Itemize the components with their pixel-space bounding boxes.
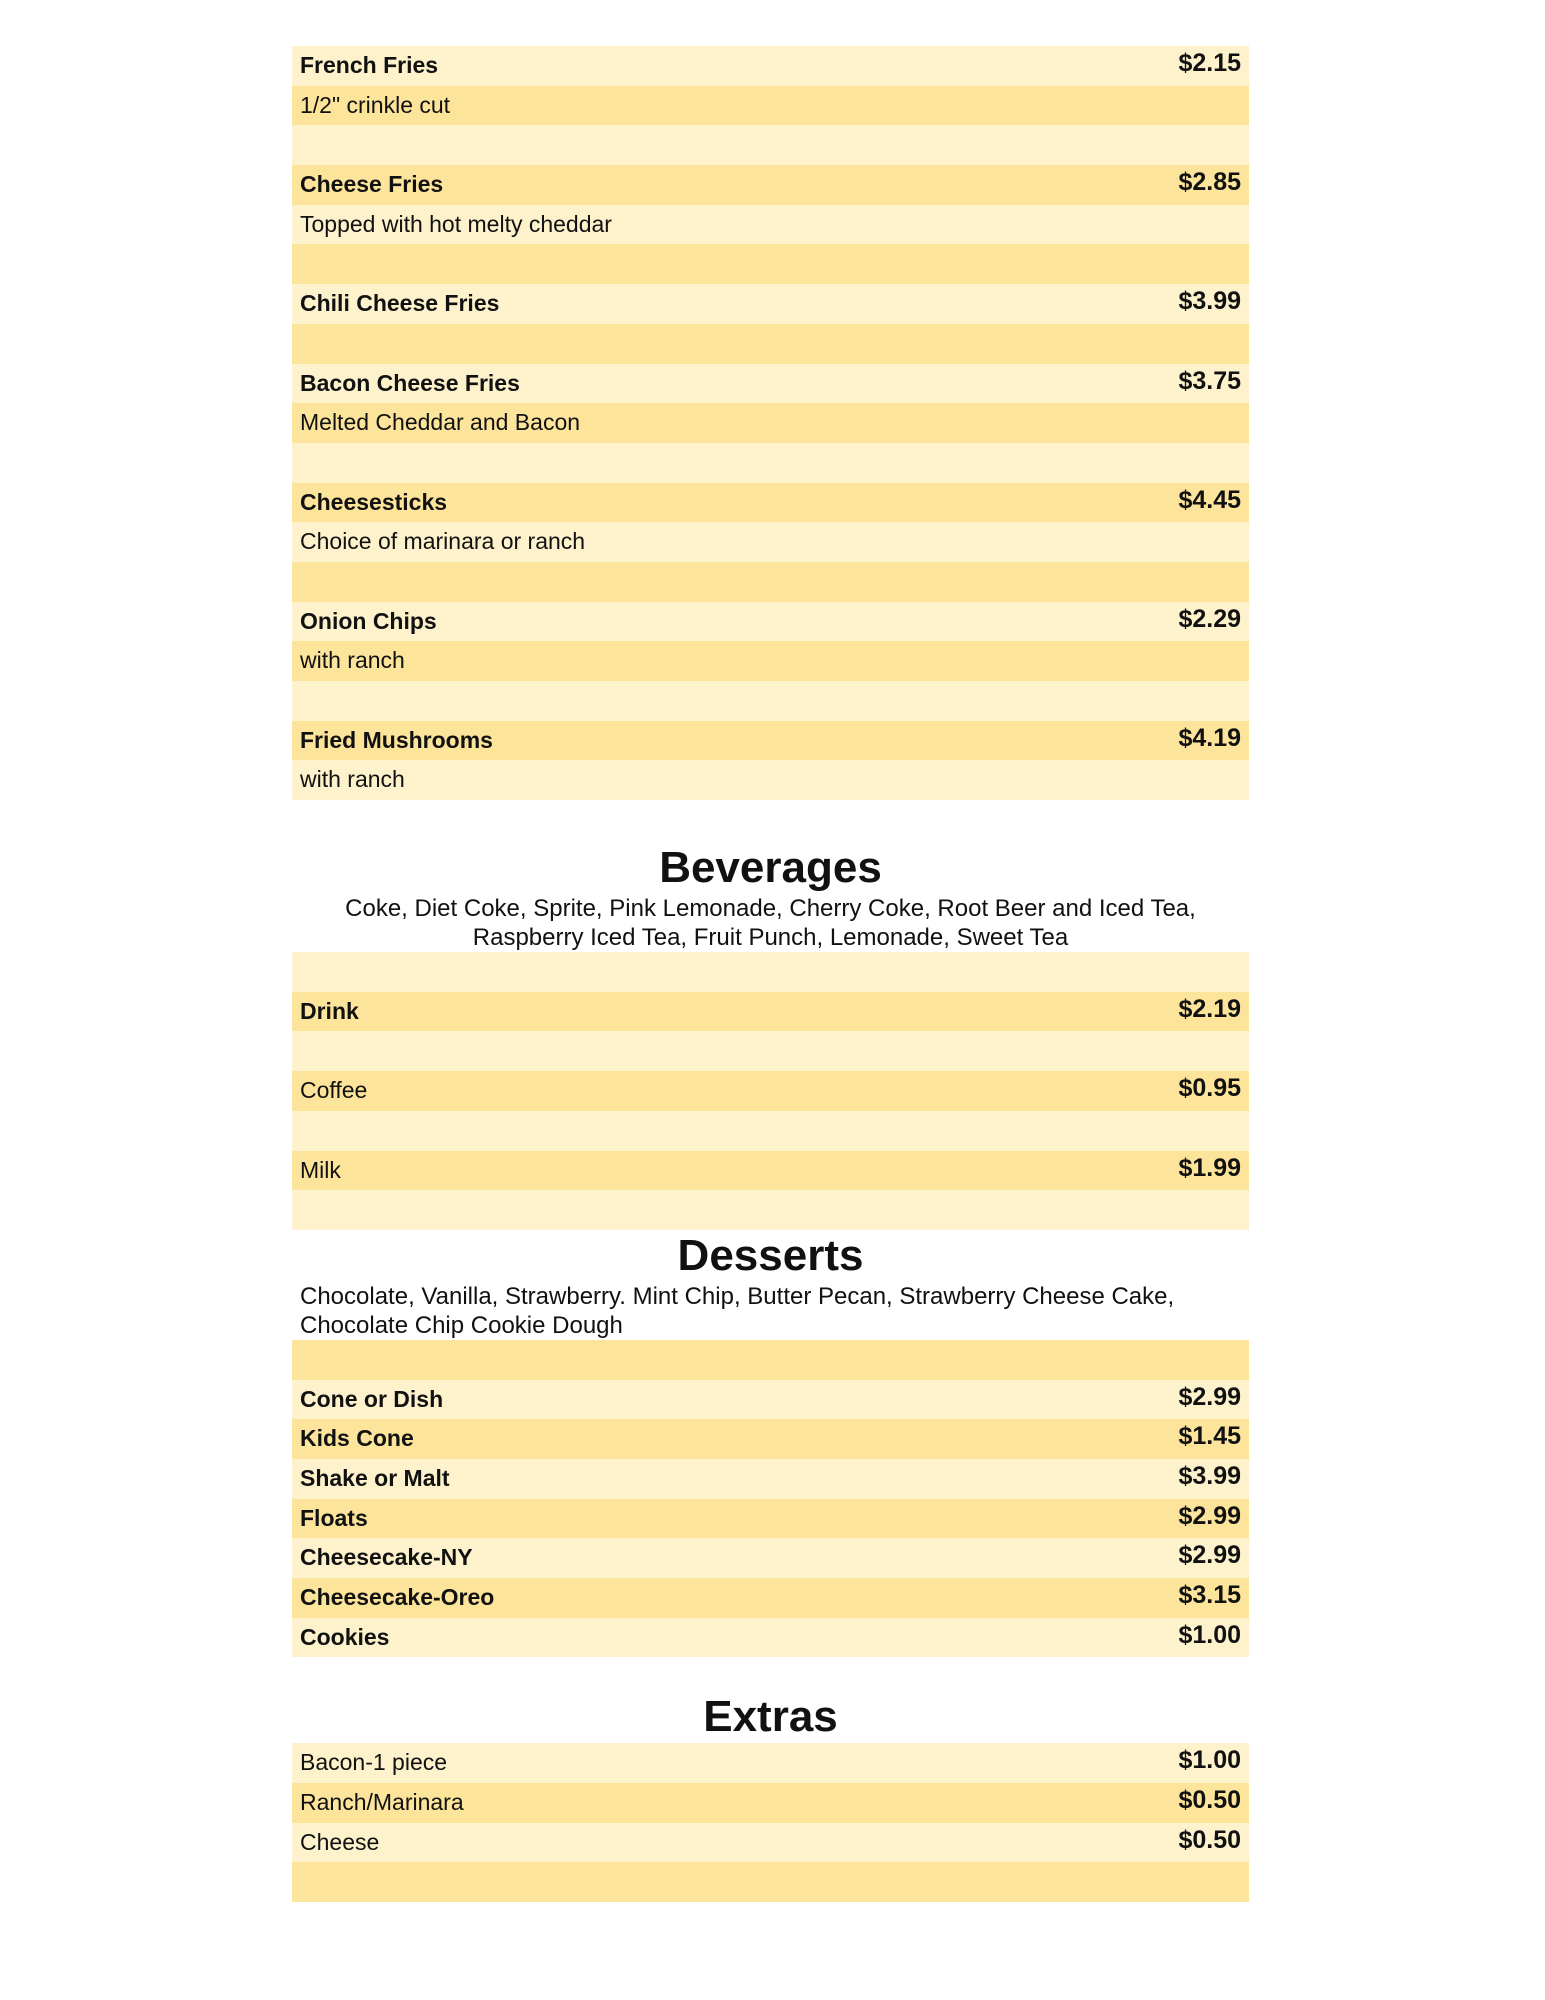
menu-item-row	[292, 46, 1249, 86]
item-description-row	[292, 760, 1249, 800]
item-name: Cone or Dish	[300, 1385, 444, 1412]
item-name: French Fries	[300, 52, 439, 78]
beverages-section	[292, 842, 1249, 1230]
menu-item-row	[292, 992, 1249, 1032]
item-name: Cheese	[300, 1828, 380, 1855]
item-description-row	[292, 641, 1249, 681]
spacer-row	[292, 1340, 1249, 1380]
item-price: $2.99	[1178, 1501, 1241, 1530]
spacer-row	[292, 1111, 1249, 1151]
item-price: $4.45	[1178, 485, 1241, 514]
spacer-row	[292, 681, 1249, 721]
menu-item-row	[292, 1499, 1249, 1539]
item-price: $4.19	[1178, 723, 1241, 752]
section-description-line: Chocolate, Vanilla, Strawberry. Mint Chip, Butter Pecan, Strawberry Cheese Cake,	[292, 1282, 1249, 1311]
section-gap	[292, 800, 1249, 842]
item-name: Cheesecake-NY	[300, 1544, 473, 1571]
spacer-row	[292, 443, 1249, 483]
item-name: Kids Cone	[300, 1425, 414, 1452]
item-price: $3.99	[1178, 287, 1241, 316]
section-description-line: Coke, Diet Coke, Sprite, Pink Lemonade, Cherry Coke, Root Beer and Iced Tea,	[292, 894, 1249, 923]
menu-item-row	[292, 1743, 1249, 1783]
spacer-row	[292, 1031, 1249, 1071]
section-description-line: Raspberry Iced Tea, Fruit Punch, Lemonade, Sweet Tea	[292, 923, 1249, 952]
item-price: $2.19	[1178, 994, 1241, 1023]
item-name: Floats	[300, 1504, 368, 1531]
item-description: with ranch	[300, 766, 405, 793]
item-name: Cheese Fries	[300, 171, 444, 198]
spacer-row	[292, 125, 1249, 165]
section-title: Beverages	[292, 842, 1249, 894]
item-price: $1.00	[1178, 1746, 1241, 1775]
item-name: Bacon-1 piece	[300, 1749, 448, 1776]
item-name: Bacon Cheese Fries	[300, 369, 520, 396]
spacer-row	[292, 1862, 1249, 1902]
extras-section	[292, 1691, 1249, 1902]
item-name: Shake or Malt	[300, 1464, 450, 1491]
menu-item-row	[292, 1578, 1249, 1618]
menu-item-row	[292, 721, 1249, 761]
menu-item-row	[292, 364, 1249, 404]
spacer-row	[292, 952, 1249, 992]
item-price: $2.99	[1178, 1382, 1241, 1411]
section-description-line: Chocolate Chip Cookie Dough	[292, 1311, 1249, 1340]
menu-item-row	[292, 1071, 1249, 1111]
item-name: Cheesesticks	[300, 488, 448, 515]
item-price: $2.85	[1178, 168, 1241, 197]
item-name: Coffee	[300, 1077, 368, 1104]
item-price: $3.99	[1178, 1461, 1241, 1490]
item-description: Melted Cheddar and Bacon	[300, 409, 581, 436]
menu-item-row	[292, 602, 1249, 642]
menu-item-row	[292, 483, 1249, 523]
item-name: Chili Cheese Fries	[300, 290, 500, 317]
item-description-row	[292, 522, 1249, 562]
item-price: $0.50	[1178, 1825, 1241, 1854]
spacer-row	[292, 324, 1249, 364]
section-title: Desserts	[292, 1230, 1249, 1282]
item-description: Choice of marinara or ranch	[300, 528, 586, 555]
menu-item-row	[292, 1380, 1249, 1420]
item-name: Onion Chips	[300, 607, 437, 634]
section-title: Extras	[292, 1691, 1249, 1743]
item-price: $1.99	[1178, 1153, 1241, 1182]
menu-item-row	[292, 1419, 1249, 1459]
menu-item-row	[292, 1459, 1249, 1499]
section-gap	[292, 1657, 1249, 1691]
spacer-row	[292, 244, 1249, 284]
item-price: $0.50	[1178, 1786, 1241, 1815]
item-description-row	[292, 86, 1249, 126]
item-name: Cookies	[300, 1623, 390, 1650]
item-price: $3.75	[1178, 366, 1241, 395]
item-price: $2.29	[1178, 604, 1241, 633]
item-name: Cheesecake-Oreo	[300, 1584, 495, 1610]
menu-item-row	[292, 284, 1249, 324]
menu-item-row	[292, 1823, 1249, 1863]
item-description: Topped with hot melty cheddar	[300, 210, 612, 237]
item-price: $2.99	[1178, 1541, 1241, 1570]
item-name: Drink	[300, 997, 359, 1024]
menu-item-row	[292, 1618, 1249, 1658]
menu-item-row	[292, 165, 1249, 205]
menu-item-row	[292, 1538, 1249, 1578]
item-name: Fried Mushrooms	[300, 726, 493, 753]
item-description: 1/2" crinkle cut	[300, 91, 451, 118]
menu-item-row	[292, 1151, 1249, 1191]
item-price: $1.00	[1178, 1620, 1241, 1649]
item-description-row	[292, 205, 1249, 245]
sides-section	[292, 46, 1249, 800]
desserts-section	[292, 1230, 1249, 1658]
menu-document	[292, 46, 1249, 1902]
item-price: $2.15	[1178, 49, 1241, 77]
item-description: with ranch	[300, 647, 405, 674]
item-name: Ranch/Marinara	[300, 1789, 464, 1816]
spacer-row	[292, 1190, 1249, 1230]
item-name: Milk	[300, 1156, 341, 1183]
menu-item-row	[292, 1783, 1249, 1823]
spacer-row	[292, 562, 1249, 602]
item-price: $3.15	[1178, 1581, 1241, 1609]
item-price: $0.95	[1178, 1074, 1241, 1103]
item-price: $1.45	[1178, 1422, 1241, 1451]
item-description-row	[292, 403, 1249, 443]
